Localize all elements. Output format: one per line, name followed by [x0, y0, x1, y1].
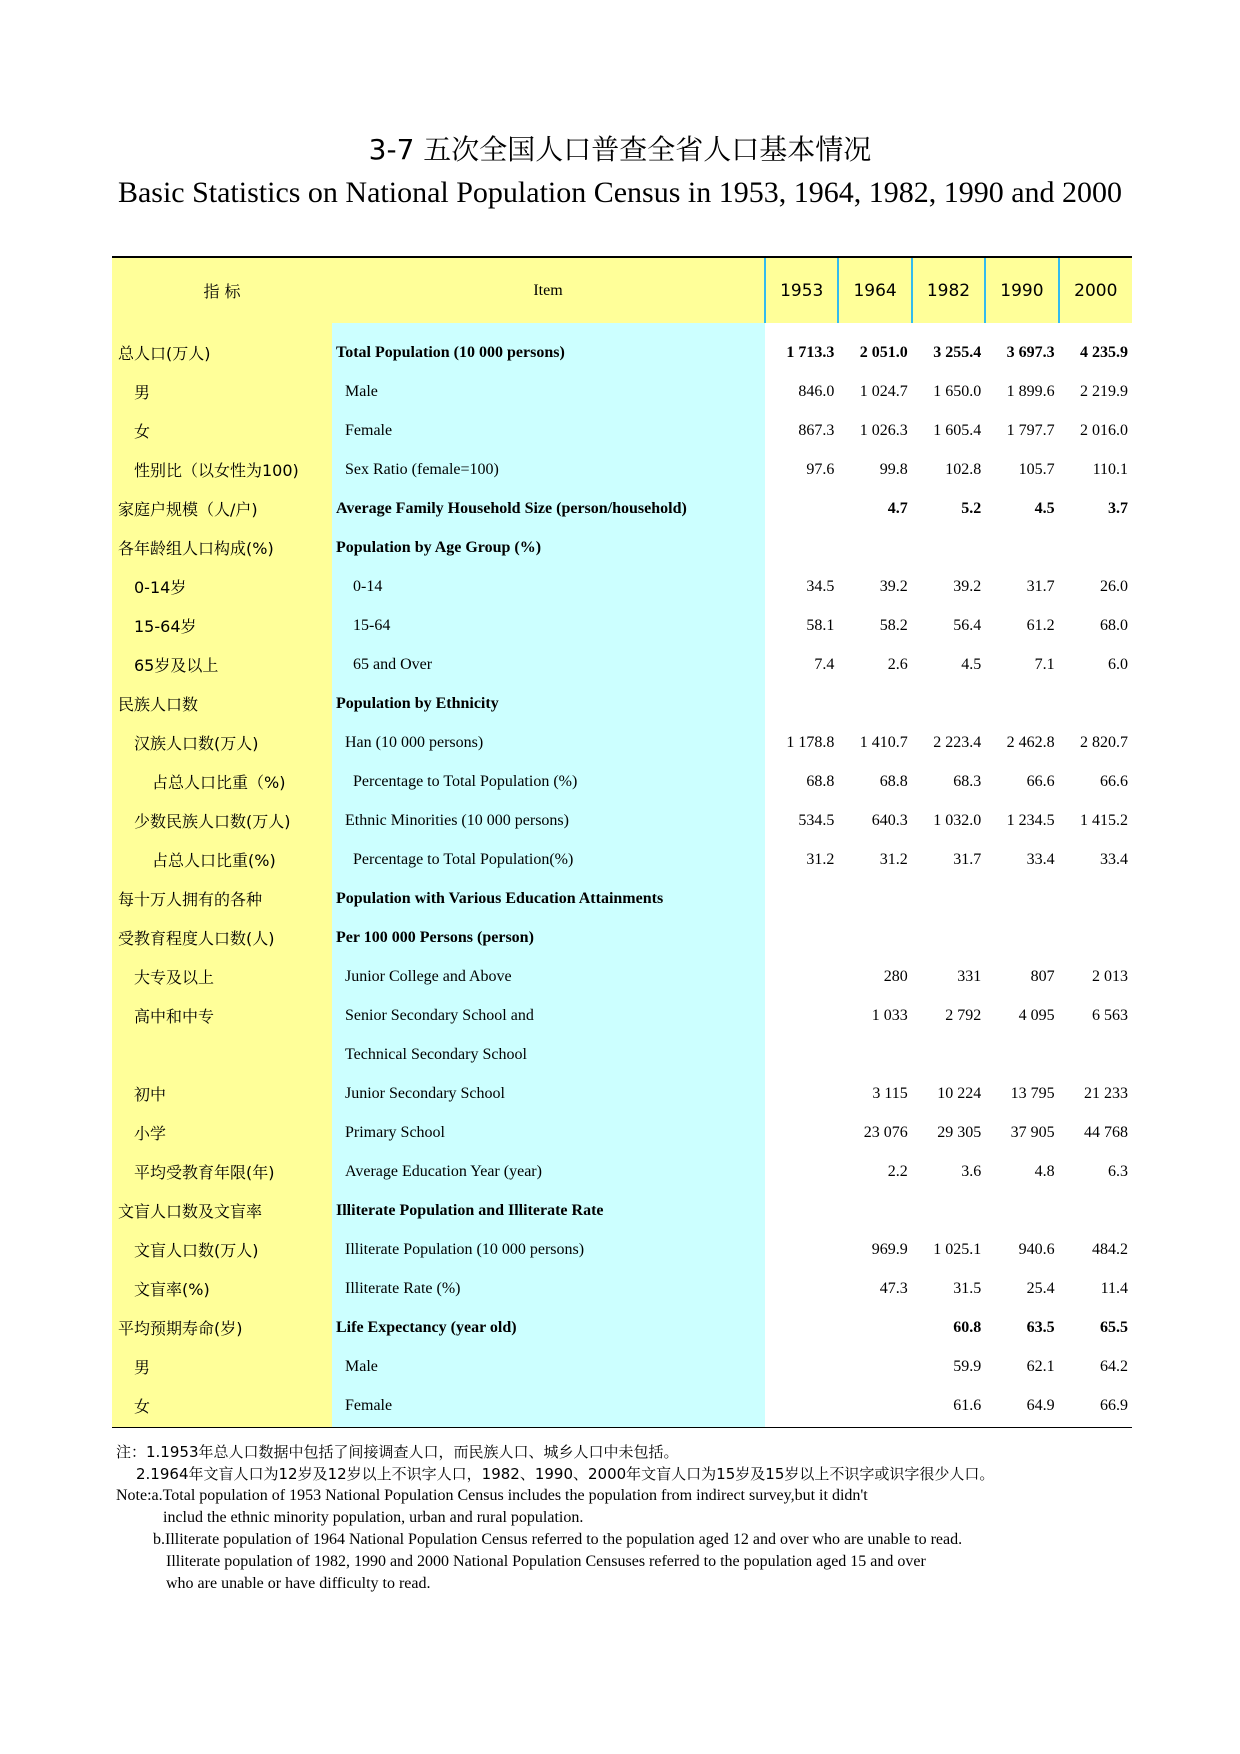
value-cell-1982: 10 224: [937, 1084, 982, 1102]
row-label-en: Population by Ethnicity: [332, 684, 765, 723]
value-cell-2000: 6.0: [1108, 655, 1128, 673]
row-label-cn: 文盲人口数(万人): [112, 1230, 332, 1269]
row-label-en: 0-14: [332, 567, 765, 606]
value-cell-1964: [838, 879, 911, 918]
row-label-cn: 汉族人口数(万人): [112, 723, 332, 762]
value-cell-1953: [765, 1347, 838, 1386]
header-item-en: Item: [332, 257, 765, 323]
footnotes: [116, 1441, 1196, 1595]
value-cell-1982: [912, 918, 985, 957]
row-label-en: Female: [332, 411, 765, 450]
value-cell-1953: 68.8: [806, 772, 835, 790]
row-label-en: Senior Secondary School and: [332, 996, 765, 1035]
value-cell-1953: [765, 918, 838, 957]
row-label-en: Per 100 000 Persons (person): [332, 918, 765, 957]
value-cell-1964: 58.2: [879, 616, 908, 634]
value-cell-1953: [765, 1113, 838, 1152]
value-cell-1982: 1 650.0: [933, 382, 982, 400]
value-cell-1990: 37 905: [1010, 1123, 1055, 1141]
value-cell-1990: 61.2: [1026, 616, 1055, 634]
value-cell-1982: 1 605.4: [933, 421, 982, 439]
value-cell-1982: 3 255.4: [933, 343, 982, 361]
value-cell-1982: [912, 1035, 985, 1074]
table-header-row: [112, 257, 1132, 323]
row-label-cn: 少数民族人口数(万人): [112, 801, 332, 840]
table-row: [112, 723, 1132, 762]
table-row: [112, 1269, 1132, 1308]
value-cell-2000: 1 415.2: [1080, 811, 1128, 829]
spacer-cell: [765, 323, 1132, 333]
value-cell-1982: 102.8: [945, 460, 982, 478]
spacer-cell: [332, 323, 765, 333]
row-label-cn: 大专及以上: [112, 957, 332, 996]
value-cell-2000: 2 820.7: [1080, 733, 1128, 751]
value-cell-2000: 4 235.9: [1080, 343, 1128, 361]
value-cell-1953: 534.5: [798, 811, 835, 829]
value-cell-1953: 58.1: [806, 616, 835, 634]
value-cell-2000: 2 016.0: [1080, 421, 1128, 439]
value-cell-1982: [912, 528, 985, 567]
header-indicator-cn: 指 标: [112, 257, 332, 323]
row-label-cn: 65岁及以上: [112, 645, 332, 684]
value-cell-1964: 1 026.3: [859, 421, 908, 439]
value-cell-1990: 31.7: [1026, 577, 1055, 595]
table-row: [112, 450, 1132, 489]
value-cell-1953: 846.0: [798, 382, 835, 400]
row-label-cn: 各年龄组人口构成(%): [112, 528, 332, 567]
value-cell-1953: 7.4: [814, 655, 835, 673]
row-label-cn: 小学: [112, 1113, 332, 1152]
value-cell-1982: 29 305: [937, 1123, 982, 1141]
row-label-en: 15-64: [332, 606, 765, 645]
row-label-en: Technical Secondary School: [332, 1035, 765, 1074]
table-spacer-row: [112, 323, 1132, 333]
value-cell-1982: 3.6: [961, 1162, 982, 1180]
row-label-cn: 文盲率(%): [112, 1269, 332, 1308]
value-cell-1953: [765, 1386, 838, 1425]
row-label-cn: 性别比（以女性为100): [112, 450, 332, 489]
header-year-1953: 1953: [765, 257, 838, 323]
value-cell-2000: 21 233: [1084, 1084, 1128, 1102]
value-cell-1953: [765, 1191, 838, 1230]
value-cell-1982: 68.3: [953, 772, 982, 790]
row-label-en: Population by Age Group (%): [332, 528, 765, 567]
table-row: [112, 840, 1132, 879]
value-cell-1982: 59.9: [953, 1357, 982, 1375]
page-title-chinese: 3-7 五次全国人口普查全省人口基本情况: [368, 133, 872, 166]
value-cell-1990: [985, 918, 1058, 957]
row-label-cn: 平均预期寿命(岁): [112, 1308, 332, 1347]
value-cell-2000: 33.4: [1100, 850, 1128, 868]
row-label-en: Ethnic Minorities (10 000 persons): [332, 801, 765, 840]
table-row: [112, 801, 1132, 840]
row-label-cn: 文盲人口数及文盲率: [112, 1191, 332, 1230]
value-cell-1982: 31.7: [953, 850, 982, 868]
header-year-1990: 1990: [985, 257, 1058, 323]
value-cell-1982: 61.6: [953, 1396, 982, 1414]
row-label-cn: 15-64岁: [112, 606, 332, 645]
value-cell-1982: 1 025.1: [933, 1240, 982, 1258]
row-label-cn: [112, 1035, 332, 1074]
row-label-en: Male: [332, 1347, 765, 1386]
census-table: [112, 256, 1132, 1428]
rule-cell: [765, 1425, 1132, 1428]
value-cell-1990: 3 697.3: [1006, 343, 1055, 361]
value-cell-1990: [985, 1035, 1058, 1074]
table-row: [112, 606, 1132, 645]
row-label-en: Average Education Year (year): [332, 1152, 765, 1191]
value-cell-1990: 66.6: [1026, 772, 1055, 790]
value-cell-1990: 105.7: [1018, 460, 1055, 478]
value-cell-2000: 44 768: [1084, 1123, 1128, 1141]
value-cell-1964: 39.2: [879, 577, 908, 595]
value-cell-1953: [765, 489, 838, 528]
row-label-en: Illiterate Rate (%): [332, 1269, 765, 1308]
value-cell-2000: [1059, 1191, 1132, 1230]
table-row: [112, 1035, 1132, 1074]
value-cell-1964: 47.3: [879, 1279, 908, 1297]
value-cell-1953: [765, 1152, 838, 1191]
row-label-en: Percentage to Total Population(%): [332, 840, 765, 879]
row-label-cn: 占总人口比重（%): [112, 762, 332, 801]
value-cell-1964: [838, 1347, 911, 1386]
value-cell-2000: 11.4: [1100, 1279, 1128, 1297]
value-cell-1964: 640.3: [871, 811, 908, 829]
value-cell-1964: [838, 1308, 911, 1347]
table-row: [112, 1386, 1132, 1425]
header-year-1982: 1982: [912, 257, 985, 323]
row-label-en: Percentage to Total Population (%): [332, 762, 765, 801]
footnote-line: 注：1.1953年总人口数据中包括了间接调查人口，而民族人口、城乡人口中未包括。: [116, 1443, 679, 1461]
table-row: [112, 996, 1132, 1035]
value-cell-1982: 60.8: [953, 1318, 982, 1336]
value-cell-1964: 280: [883, 967, 908, 985]
value-cell-2000: 68.0: [1100, 616, 1128, 634]
value-cell-1964: [838, 684, 911, 723]
footnote-line: includ the ethnic minority population, urban and rural population.: [163, 1509, 584, 1526]
value-cell-1990: 807: [1030, 967, 1055, 985]
table-row: [112, 1191, 1132, 1230]
value-cell-1953: [765, 1269, 838, 1308]
table-body: [112, 323, 1132, 1428]
row-label-en: Population with Various Education Attainments: [332, 879, 765, 918]
row-label-en: Male: [332, 372, 765, 411]
value-cell-1953: [765, 1074, 838, 1113]
value-cell-1990: 4.8: [1034, 1162, 1055, 1180]
row-label-en: Total Population (10 000 persons): [332, 333, 765, 372]
row-label-en: Female: [332, 1386, 765, 1425]
table-row: [112, 1074, 1132, 1113]
value-cell-1964: 2.6: [887, 655, 908, 673]
value-cell-1964: [838, 1035, 911, 1074]
value-cell-1953: [765, 1230, 838, 1269]
row-label-en: 65 and Over: [332, 645, 765, 684]
value-cell-1964: [838, 1191, 911, 1230]
value-cell-1990: 1 899.6: [1006, 382, 1055, 400]
row-label-cn: 初中: [112, 1074, 332, 1113]
row-label-en: Life Expectancy (year old): [332, 1308, 765, 1347]
value-cell-1990: 64.9: [1026, 1396, 1055, 1414]
value-cell-1990: [985, 879, 1058, 918]
value-cell-1964: 99.8: [879, 460, 908, 478]
value-cell-1990: 1 797.7: [1006, 421, 1055, 439]
value-cell-1982: 56.4: [953, 616, 982, 634]
footnote-line: Note:a.Total population of 1953 National Population Census includes the population from indirect survey,but it didn't: [116, 1487, 868, 1504]
value-cell-2000: 2 013: [1092, 967, 1128, 985]
table-row: [112, 684, 1132, 723]
table-row: [112, 762, 1132, 801]
value-cell-1990: 13 795: [1010, 1084, 1055, 1102]
value-cell-1964: 1 410.7: [859, 733, 908, 751]
row-label-cn: 女: [112, 411, 332, 450]
value-cell-1964: [838, 1386, 911, 1425]
row-label-en: Sex Ratio (female=100): [332, 450, 765, 489]
row-label-cn: 0-14岁: [112, 567, 332, 606]
value-cell-1990: 4.5: [1034, 499, 1055, 517]
table-row: [112, 1347, 1132, 1386]
value-cell-1982: 4.5: [961, 655, 982, 673]
table-row: [112, 1308, 1132, 1347]
value-cell-2000: 6.3: [1108, 1162, 1128, 1180]
table-row: [112, 489, 1132, 528]
value-cell-1990: 63.5: [1026, 1318, 1055, 1336]
row-label-en: Primary School: [332, 1113, 765, 1152]
value-cell-1982: 1 032.0: [933, 811, 982, 829]
row-label-cn: 女: [112, 1386, 332, 1425]
value-cell-1964: 2.2: [887, 1162, 908, 1180]
value-cell-1964: [838, 528, 911, 567]
table-row: [112, 333, 1132, 372]
rule-cell: [332, 1425, 765, 1428]
value-cell-1953: [765, 1308, 838, 1347]
value-cell-1953: [765, 957, 838, 996]
row-label-en: Average Family Household Size (person/household): [332, 489, 765, 528]
value-cell-1990: 2 462.8: [1006, 733, 1055, 751]
value-cell-1990: 4 095: [1018, 1006, 1055, 1024]
value-cell-1990: 1 234.5: [1006, 811, 1055, 829]
row-label-en: Junior College and Above: [332, 957, 765, 996]
value-cell-1982: 31.5: [953, 1279, 982, 1297]
value-cell-2000: [1059, 879, 1132, 918]
value-cell-1982: [912, 1191, 985, 1230]
value-cell-2000: 484.2: [1092, 1240, 1128, 1258]
value-cell-2000: 3.7: [1108, 499, 1128, 517]
row-label-cn: 男: [112, 372, 332, 411]
value-cell-1953: 867.3: [798, 421, 835, 439]
value-cell-1982: 2 223.4: [933, 733, 982, 751]
value-cell-2000: 64.2: [1100, 1357, 1128, 1375]
value-cell-1953: 97.6: [806, 460, 835, 478]
value-cell-1953: [765, 879, 838, 918]
table-row: [112, 957, 1132, 996]
value-cell-2000: 6 563: [1092, 1006, 1128, 1024]
value-cell-1990: [985, 528, 1058, 567]
value-cell-1982: 39.2: [953, 577, 982, 595]
row-label-cn: 平均受教育年限(年): [112, 1152, 332, 1191]
row-label-cn: 男: [112, 1347, 332, 1386]
value-cell-1964: 31.2: [879, 850, 908, 868]
value-cell-1990: 940.6: [1018, 1240, 1055, 1258]
value-cell-1990: 33.4: [1026, 850, 1055, 868]
value-cell-1990: 62.1: [1026, 1357, 1055, 1375]
value-cell-1982: 2 792: [945, 1006, 982, 1024]
value-cell-1953: [765, 996, 838, 1035]
value-cell-1964: 68.8: [879, 772, 908, 790]
value-cell-1953: [765, 528, 838, 567]
value-cell-1964: 1 033: [871, 1006, 908, 1024]
value-cell-1953: 1 713.3: [786, 343, 835, 361]
row-label-cn: 每十万人拥有的各种: [112, 879, 332, 918]
table-row: [112, 567, 1132, 606]
footnote-line: Illiterate population of 1982, 1990 and 2000 National Population Censuses referred to the population aged 15 and over: [166, 1553, 926, 1570]
value-cell-1990: 7.1: [1034, 655, 1055, 673]
row-label-cn: 总人口(万人): [112, 333, 332, 372]
census-table-container: [112, 256, 1132, 1428]
value-cell-2000: [1059, 684, 1132, 723]
row-label-en: Illiterate Population (10 000 persons): [332, 1230, 765, 1269]
footnote-line: who are unable or have difficulty to read.: [166, 1575, 431, 1592]
row-label-cn: 高中和中专: [112, 996, 332, 1035]
row-label-cn: 家庭户规模（人/户): [112, 489, 332, 528]
value-cell-2000: [1059, 1035, 1132, 1074]
table-row: [112, 645, 1132, 684]
value-cell-1990: [985, 684, 1058, 723]
value-cell-1953: [765, 1035, 838, 1074]
value-cell-2000: 66.9: [1100, 1396, 1128, 1414]
value-cell-1964: 2 051.0: [859, 343, 908, 361]
value-cell-1964: 1 024.7: [859, 382, 908, 400]
value-cell-1953: 34.5: [806, 577, 835, 595]
value-cell-2000: 26.0: [1100, 577, 1128, 595]
table-row: [112, 918, 1132, 957]
value-cell-1982: [912, 879, 985, 918]
value-cell-2000: 65.5: [1100, 1318, 1128, 1336]
value-cell-1982: 331: [957, 967, 982, 985]
value-cell-2000: 110.1: [1092, 460, 1128, 478]
header-year-1964: 1964: [838, 257, 911, 323]
value-cell-2000: [1059, 918, 1132, 957]
row-label-en: Junior Secondary School: [332, 1074, 765, 1113]
value-cell-1953: 1 178.8: [786, 733, 835, 751]
row-label-cn: 占总人口比重(%): [112, 840, 332, 879]
table-row: [112, 1152, 1132, 1191]
row-label-en: Illiterate Population and Illiterate Rate: [332, 1191, 765, 1230]
table-row: [112, 528, 1132, 567]
footnote-line: b.Illiterate population of 1964 National Population Census referred to the population aged 12 and over who are unable to read.: [153, 1531, 963, 1548]
row-label-en: Han (10 000 persons): [332, 723, 765, 762]
table-row: [112, 879, 1132, 918]
table-row: [112, 1113, 1132, 1152]
spacer-cell: [112, 323, 332, 333]
value-cell-1964: 3 115: [872, 1084, 908, 1102]
table-bottom-rule: [112, 1425, 1132, 1428]
row-label-cn: 民族人口数: [112, 684, 332, 723]
header-year-2000: 2000: [1059, 257, 1132, 323]
value-cell-2000: 66.6: [1100, 772, 1128, 790]
footnote-line: 2.1964年文盲人口为12岁及12岁以上不识字人口，1982、1990、2000年文盲人口为15岁及15岁以上不识字或识字很少人口。: [136, 1465, 995, 1483]
table-row: [112, 1230, 1132, 1269]
value-cell-1964: 969.9: [871, 1240, 908, 1258]
value-cell-2000: [1059, 528, 1132, 567]
value-cell-1953: [765, 684, 838, 723]
table-row: [112, 372, 1132, 411]
value-cell-1990: 25.4: [1026, 1279, 1055, 1297]
row-label-cn: 受教育程度人口数(人): [112, 918, 332, 957]
value-cell-1982: 5.2: [961, 499, 982, 517]
value-cell-2000: 2 219.9: [1080, 382, 1128, 400]
page-title-english: Basic Statistics on National Population Census in 1953, 1964, 1982, 1990 and 2000: [117, 176, 1123, 209]
rule-cell: [112, 1425, 332, 1428]
value-cell-1990: [985, 1191, 1058, 1230]
value-cell-1964: 23 076: [863, 1123, 908, 1141]
value-cell-1953: 31.2: [806, 850, 835, 868]
table-row: [112, 411, 1132, 450]
value-cell-1964: [838, 918, 911, 957]
value-cell-1982: [912, 684, 985, 723]
value-cell-1964: 4.7: [887, 499, 908, 517]
